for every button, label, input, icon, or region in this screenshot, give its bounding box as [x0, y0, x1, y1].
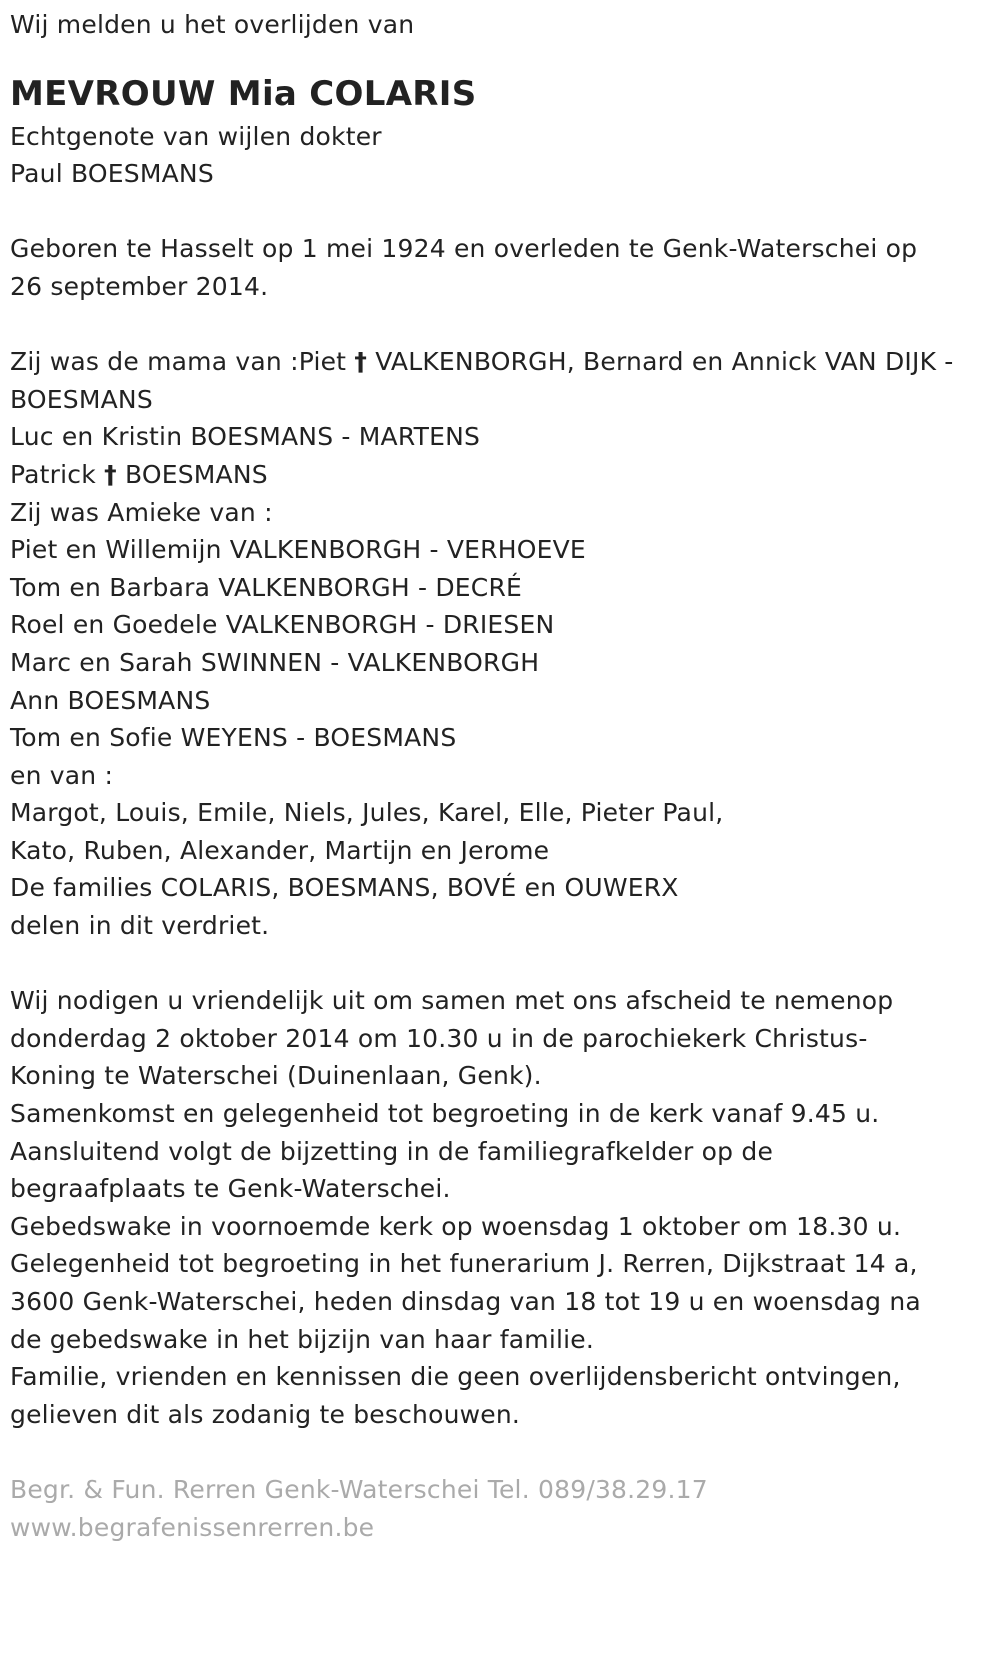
- great-grandchildren-names: Margot, Louis, Emile, Niels, Jules, Karel, Elle, Pieter Paul,: [10, 798, 724, 828]
- child-first-name: Patrick: [10, 459, 96, 489]
- ceremony-line: gelieven dit als zodanig te beschouwen.: [10, 1399, 521, 1429]
- cross-icon: †: [354, 347, 368, 377]
- grandchildren-label: Zij was Amieke van :: [10, 497, 273, 527]
- spacer: [10, 306, 985, 344]
- spouse-line: Echtgenote van wijlen dokter: [10, 121, 382, 151]
- sorrow-line: delen in dit verdriet.: [10, 911, 270, 941]
- spacer: [10, 193, 985, 231]
- grandchild-couple: Tom en Sofie WEYENS - BOESMANS: [10, 723, 457, 753]
- families-line: De families COLARIS, BOESMANS, BOVÉ en OUWERX: [10, 873, 679, 903]
- great-grandchildren-label: en van :: [10, 760, 114, 790]
- funeral-home-contact: Begr. & Fun. Rerren Genk-Waterschei Tel. 089/38.29.17: [10, 1474, 708, 1504]
- spacer: [10, 1433, 985, 1471]
- grandchild-couple: Marc en Sarah SWINNEN - VALKENBORGH: [10, 647, 540, 677]
- grandchild-couple: Ann BOESMANS: [10, 685, 211, 715]
- ceremony-line: Koning te Waterschei (Duinenlaan, Genk).: [10, 1061, 542, 1091]
- ceremony-line: 3600 Genk-Waterschei, heden dinsdag van 18 tot 19 u en woensdag na: [10, 1287, 921, 1316]
- child-last-name: BOESMANS: [124, 459, 268, 489]
- grandchild-couple: Piet en Willemijn VALKENBORGH - VERHOEVE: [10, 535, 586, 565]
- children-line: [10, 343, 985, 381]
- grandchild-couple: Tom en Barbara VALKENBORGH - DECRÉ: [10, 572, 523, 602]
- ceremony-line: Wij nodigen u vriendelijk uit om samen met ons afscheid te nemenop: [10, 986, 894, 1016]
- ceremony-line: de gebedswake in het bijzijn van haar familie.: [10, 1324, 595, 1354]
- birth-death-line: Geboren te Hasselt op 1 mei 1924 en overleden te Genk-Waterschei op: [10, 234, 918, 264]
- ceremony-line: Gebedswake in voornoemde kerk op woensdag 1 oktober om 18.30 u.: [10, 1211, 902, 1241]
- ceremony-line: Samenkomst en gelegenheid tot begroeting in de kerk vanaf 9.45 u.: [10, 1099, 880, 1129]
- website-link[interactable]: www.begrafenissenrerren.be: [10, 1512, 375, 1542]
- children-prefix: Zij was de mama van :Piet: [10, 347, 347, 377]
- ceremony-line: begraafplaats te Genk-Waterschei.: [10, 1174, 451, 1204]
- intro-text: Wij melden u het overlijden van: [10, 10, 415, 39]
- family-section: [10, 343, 985, 945]
- grandchild-couple: Roel en Goedele VALKENBORGH - DRIESEN: [10, 610, 555, 640]
- ceremony-section: [10, 982, 985, 1433]
- footer: [10, 1471, 985, 1546]
- children-suffix: VALKENBORGH, Bernard en Annick VAN DIJK -: [375, 347, 954, 377]
- ceremony-line: Familie, vrienden en kennissen die geen overlijdensbericht ontvingen,: [10, 1362, 901, 1392]
- spouse-section: [10, 118, 985, 193]
- spacer: [10, 945, 985, 983]
- ceremony-line: donderdag 2 oktober 2014 om 10.30 u in de parochiekerk Christus-: [10, 1023, 868, 1053]
- death-notice: [10, 6, 985, 1546]
- deceased-name: MEVROUW Mia COLARIS: [10, 73, 477, 114]
- spouse-name: Paul BOESMANS: [10, 159, 214, 189]
- ceremony-line: Gelegenheid tot begroeting in het funerarium J. Rerren, Dijkstraat 14 a,: [10, 1249, 918, 1279]
- death-date-line: 26 september 2014.: [10, 271, 269, 301]
- birth-death-section: [10, 230, 985, 305]
- ceremony-line: Aansluitend volgt de bijzetting in de familiegrafkelder op de: [10, 1136, 774, 1166]
- great-grandchildren-names: Kato, Ruben, Alexander, Martijn en Jerome: [10, 835, 550, 865]
- child-couple: Luc en Kristin BOESMANS - MARTENS: [10, 422, 481, 452]
- child-deceased-line: [10, 456, 985, 494]
- children-line-continued: BOESMANS: [10, 384, 153, 414]
- cross-icon: †: [104, 459, 117, 489]
